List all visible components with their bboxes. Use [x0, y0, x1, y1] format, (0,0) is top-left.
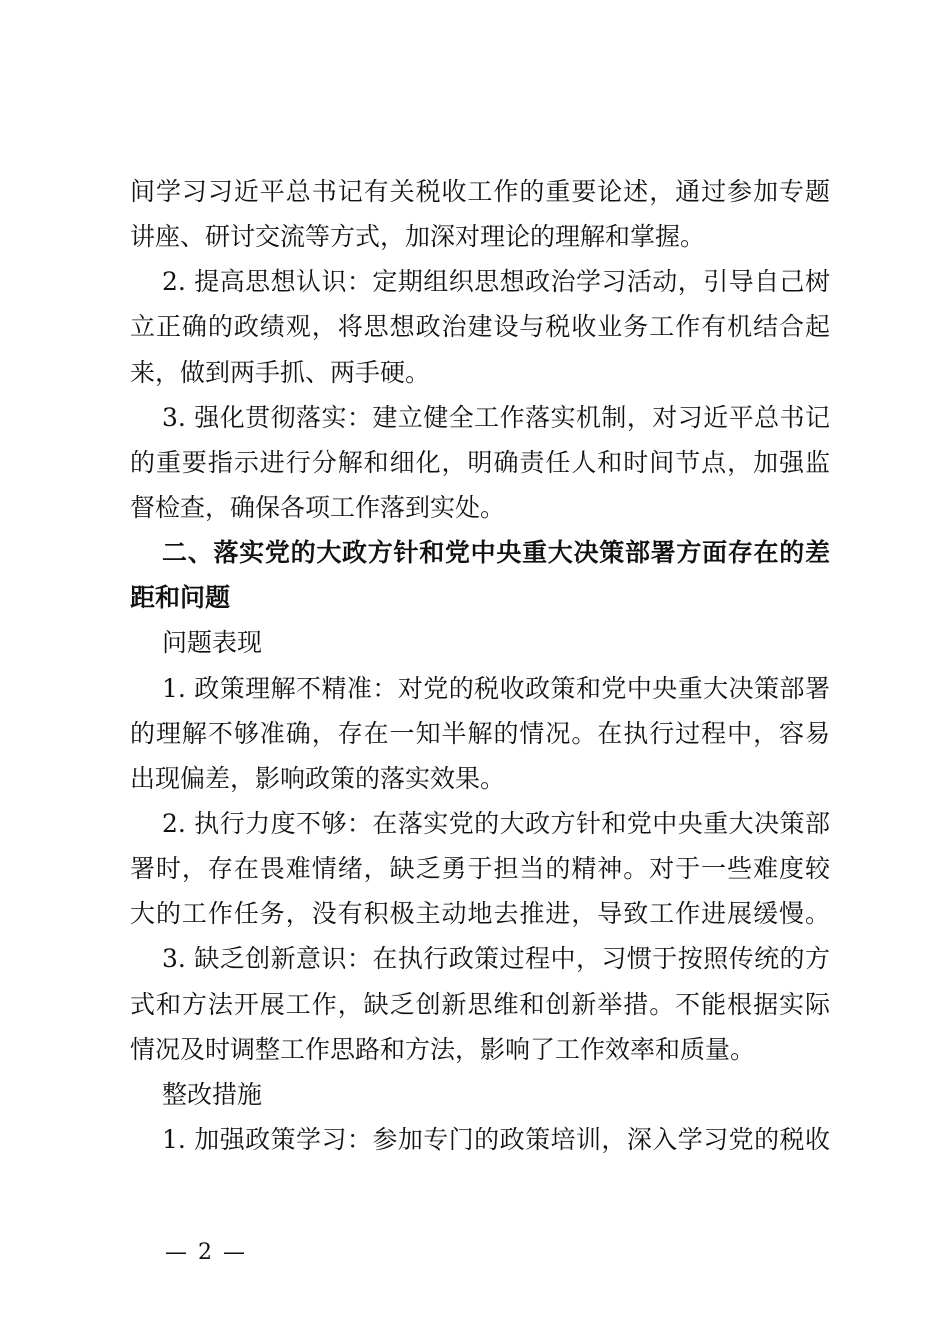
- text-line: 1. 加强政策学习：参加专门的政策培训，深入学习党的税收: [162, 1124, 830, 1154]
- text-line: 式和方法开展工作，缺乏创新思维和创新举措。不能根据实际: [130, 989, 830, 1019]
- document-body: [130, 169, 830, 1162]
- text-line: 出现偏差，影响政策的落实效果。: [130, 763, 506, 793]
- page-number: — 2 —: [165, 1240, 247, 1265]
- text-line: 1. 政策理解不精准：对党的税收政策和党中央重大决策部署: [162, 673, 830, 703]
- text-line: 整改措施: [162, 1079, 263, 1109]
- section-heading-line: 距和问题: [130, 583, 231, 613]
- text-line: 3. 缺乏创新意识：在执行政策过程中，习惯于按照传统的方: [162, 944, 830, 974]
- text-line: 2. 提高思想认识：定期组织思想政治学习活动，引导自己树: [162, 267, 830, 297]
- text-line: 讲座、研讨交流等方式，加深对理论的理解和掌握。: [130, 222, 706, 252]
- text-line: 立正确的政绩观，将思想政治建设与税收业务工作有机结合起: [130, 312, 830, 342]
- text-line: 的重要指示进行分解和细化，明确责任人和时间节点，加强监: [130, 447, 830, 477]
- text-line: 大的工作任务，没有积极主动地去推进，导致工作进展缓慢。: [130, 899, 830, 929]
- text-line: 署时，存在畏难情绪，缺乏勇于担当的精神。对于一些难度较: [130, 854, 830, 884]
- text-line: 2. 执行力度不够：在落实党的大政方针和党中央重大决策部: [162, 808, 830, 838]
- text-line: 3. 强化贯彻落实：建立健全工作落实机制，对习近平总书记: [162, 402, 830, 432]
- text-line: 情况及时调整工作思路和方法，影响了工作效率和质量。: [130, 1034, 756, 1064]
- text-line: 督检查，确保各项工作落到实处。: [130, 492, 506, 522]
- text-line: 问题表现: [162, 628, 263, 658]
- text-line: 的理解不够准确，存在一知半解的情况。在执行过程中，容易: [130, 718, 830, 748]
- text-line: 间学习习近平总书记有关税收工作的重要论述，通过参加专题: [130, 177, 830, 206]
- text-line: 来，做到两手抓、两手硬。: [130, 357, 431, 387]
- section-heading-line: 二、落实党的大政方针和党中央重大决策部署方面存在的差: [162, 538, 830, 568]
